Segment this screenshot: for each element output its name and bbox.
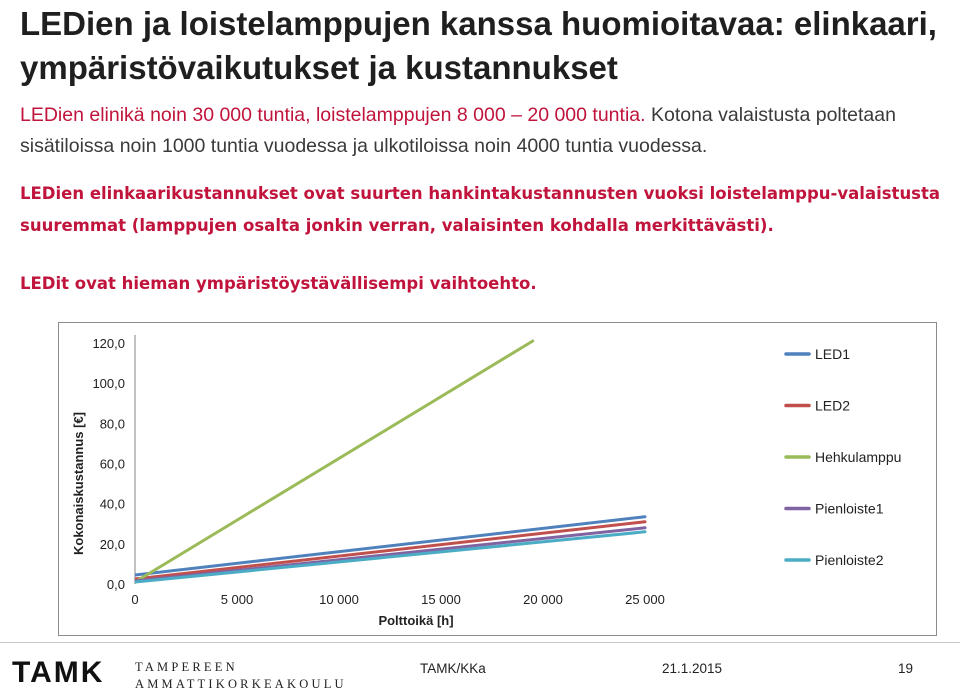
- paragraph-lifecycle-cost: LEDien elinkaarikustannukset ovat suurten hankintakustannusten vuoksi loistelamppu-valaistusta suuremmat (lamppujen osalta jonkin verran, valaisinten kohdalla merkittävästi).: [20, 184, 941, 235]
- page-number: 19: [898, 661, 914, 676]
- x-tick-label: 20 000: [523, 592, 563, 607]
- legend-label: Hehkulamppu: [815, 449, 902, 465]
- footer-date: 21.1.2015: [662, 661, 723, 676]
- legend-label: LED1: [815, 346, 851, 362]
- series-line-1: [135, 517, 645, 575]
- organization-name: [135, 659, 347, 693]
- chart-frame: [58, 322, 937, 636]
- x-tick-label: 0: [131, 592, 139, 607]
- usage-text: Kotona valaistusta poltetaan sisätiloissa noin 1000 tuntia vuodessa ja ulkotiloissa noin 4000 tuntia vuodessa.: [20, 104, 896, 157]
- y-tick-label: 80,0: [99, 416, 125, 432]
- org-line-2: AMMATTIKORKEAKOULU: [135, 677, 347, 691]
- x-tick-label: 25 000: [625, 592, 665, 607]
- series-line-2: [135, 522, 645, 579]
- lifetime-highlight: LEDien elinikä noin 30 000 tuntia, loistelamppujen 8 000 – 20 000 tuntia.: [20, 104, 646, 126]
- y-tick-label: 120,0: [92, 336, 125, 351]
- footer-author: TAMK/KKa: [420, 661, 486, 676]
- y-tick-label: 40,0: [99, 496, 125, 512]
- cost-chart: [59, 323, 936, 635]
- y-axis-title: Kokonaiskustannus [€]: [71, 411, 86, 556]
- tamk-logo: [12, 656, 130, 693]
- x-tick-label: 10 000: [319, 592, 359, 607]
- series-line-5: [135, 532, 645, 582]
- legend-label: LED2: [815, 397, 851, 414]
- x-tick-label: 15 000: [421, 592, 461, 607]
- slide-title: LEDien ja loistelamppujen kanssa huomioitavaa: elinkaari, ympäristövaikutukset ja kustannukset: [20, 5, 937, 86]
- x-tick-label: 5 000: [220, 592, 254, 607]
- y-tick-label: 60,0: [99, 456, 125, 472]
- footer-divider: [0, 642, 960, 643]
- y-tick-label: 20,0: [99, 536, 125, 552]
- org-line-1: TAMPEREEN: [135, 660, 238, 674]
- legend-label: Pienloiste2: [815, 552, 884, 568]
- x-axis-title: Polttoikä [h]: [378, 613, 454, 628]
- y-tick-label: 0,0: [106, 577, 125, 592]
- logo-text: TAMK: [12, 656, 105, 688]
- paragraph-lifetime: [20, 100, 950, 162]
- legend-label: Pienloiste1: [815, 500, 884, 517]
- y-tick-label: 100,0: [92, 376, 125, 392]
- paragraph-environment: LEDit ovat hieman ympäristöystävällisempi vaihtoehto.: [20, 274, 537, 293]
